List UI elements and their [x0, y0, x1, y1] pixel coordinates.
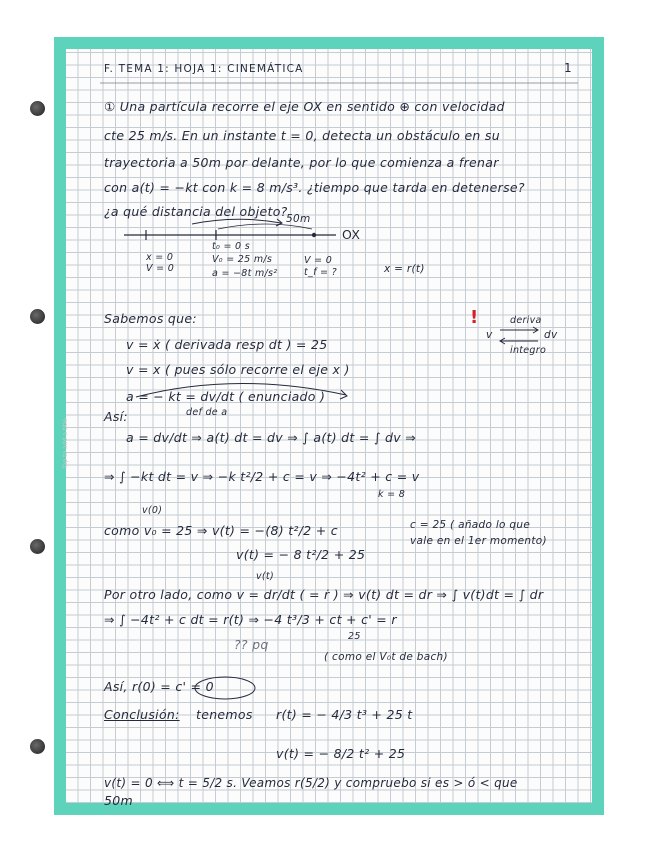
binder-hole-1 — [30, 101, 45, 116]
side-integro: integro — [510, 345, 547, 356]
note-line-3: a = − kt = dv/dt ( enunciado ) — [126, 389, 326, 404]
side-dv: dv — [544, 329, 558, 341]
graph-paper — [62, 49, 592, 808]
problem-line-5: ¿a qué distancia del objeto? — [104, 204, 288, 219]
note-line-2: v = x ( pues sólo recorre el eje x ) — [126, 362, 350, 377]
note-line-7: v(t) = − 8 t²/2 + 25 — [236, 547, 366, 562]
def-de-a: def de a — [186, 407, 228, 418]
note-line-14: v(t) = 0 ⟺ t = 5/2 s. Veamos r(5/2) y compruebo si es > ó < que — [104, 776, 518, 790]
t0-label: t₀ = 0 s — [212, 241, 250, 252]
binder-hole-3 — [30, 539, 45, 554]
problem-line-4: con a(t) = −kt con k = 8 m/s³. ¿tiempo que tarda en detenerse? — [104, 180, 525, 195]
page-number: 1 — [564, 61, 572, 75]
binder-hole-2 — [30, 309, 45, 324]
k-value: k = 8 — [378, 489, 406, 500]
note-line-9: ⇒ ∫ −4t² + c dt = r(t) ⇒ −4 t³/3 + ct + c' = r — [104, 612, 397, 627]
conclusion-tenemos: tenemos — [196, 707, 253, 722]
page-header: F. TEMA 1: HOJA 1: CINEMÁTICA — [104, 63, 304, 75]
sabemos-heading: Sabemos que: — [104, 311, 197, 326]
accel-label: a = −8t m/s² — [212, 268, 278, 279]
page-frame — [54, 37, 604, 815]
v0-annot: v(0) — [142, 505, 163, 516]
exclaim-mark: ! — [470, 307, 479, 328]
start-v: V = 0 — [146, 263, 175, 274]
problem-line-2: cte 25 m/s. En un instante t = 0, detecta un obstáculo en su — [104, 128, 500, 143]
side-v: v — [486, 329, 493, 341]
note-line-15: 50m — [104, 793, 133, 808]
note-line-4: a = dv/dt ⇒ a(t) dt = dv ⇒ ∫ a(t) dt = ∫ dv ⇒ — [126, 430, 416, 445]
tf-label: t_f = ? — [304, 267, 337, 278]
start-x: x = 0 — [146, 252, 174, 263]
end-v: V = 0 — [304, 255, 333, 266]
conclusion-label: Conclusión: — [104, 707, 180, 722]
note-line-5: ⇒ ∫ −kt dt = v ⇒ −k t²/2 + c = v ⇒ −4t² + c = v — [104, 469, 420, 484]
watermark: Tap to add a title — [62, 418, 69, 469]
axis-label: OX — [342, 227, 361, 242]
bach-note: ( como el V₀t de bach) — [324, 651, 448, 663]
c-value-note-2: vale en el 1er momento) — [410, 535, 547, 547]
note-line-1: v = ẋ ( derivada resp dt ) = 25 — [126, 337, 328, 352]
v0-label: V₀ = 25 m/s — [212, 254, 273, 265]
r-of-t-result: r(t) = − 4/3 t³ + 25 t — [276, 707, 413, 722]
v-of-t-result: v(t) = − 8/2 t² + 25 — [276, 746, 406, 761]
note-line-6: como v₀ = 25 ⇒ v(t) = −(8) t²/2 + c — [104, 523, 338, 538]
problem-line-3: trayectoria a 50m por delante, por lo que comienza a frenar — [104, 155, 499, 170]
circled-constant — [66, 49, 592, 749]
vt-annot: v(t) — [256, 571, 274, 582]
note-line-8: Por otro lado, como v = dr/dt ( = ṙ ) ⇒ v(t) dt = dr ⇒ ∫ v(t)dt = ∫ dr — [104, 587, 544, 602]
distance-label: 50m — [286, 213, 311, 225]
question-pq: ?? pq — [234, 637, 269, 652]
side-deriva: deriva — [510, 315, 542, 326]
problem-line-1: ① Una partícula recorre el eje OX en sentido ⊕ con velocidad — [104, 99, 505, 114]
asi-label-1: Así: — [104, 409, 128, 424]
note-line-11: Así, r(0) = c' = 0 — [104, 679, 214, 694]
position-eq: x = r(t) — [384, 263, 425, 275]
c-value-note-1: c = 25 ( añado lo que — [410, 519, 531, 531]
binder-hole-4 — [30, 739, 45, 754]
c-is-25: 25 — [348, 631, 361, 642]
